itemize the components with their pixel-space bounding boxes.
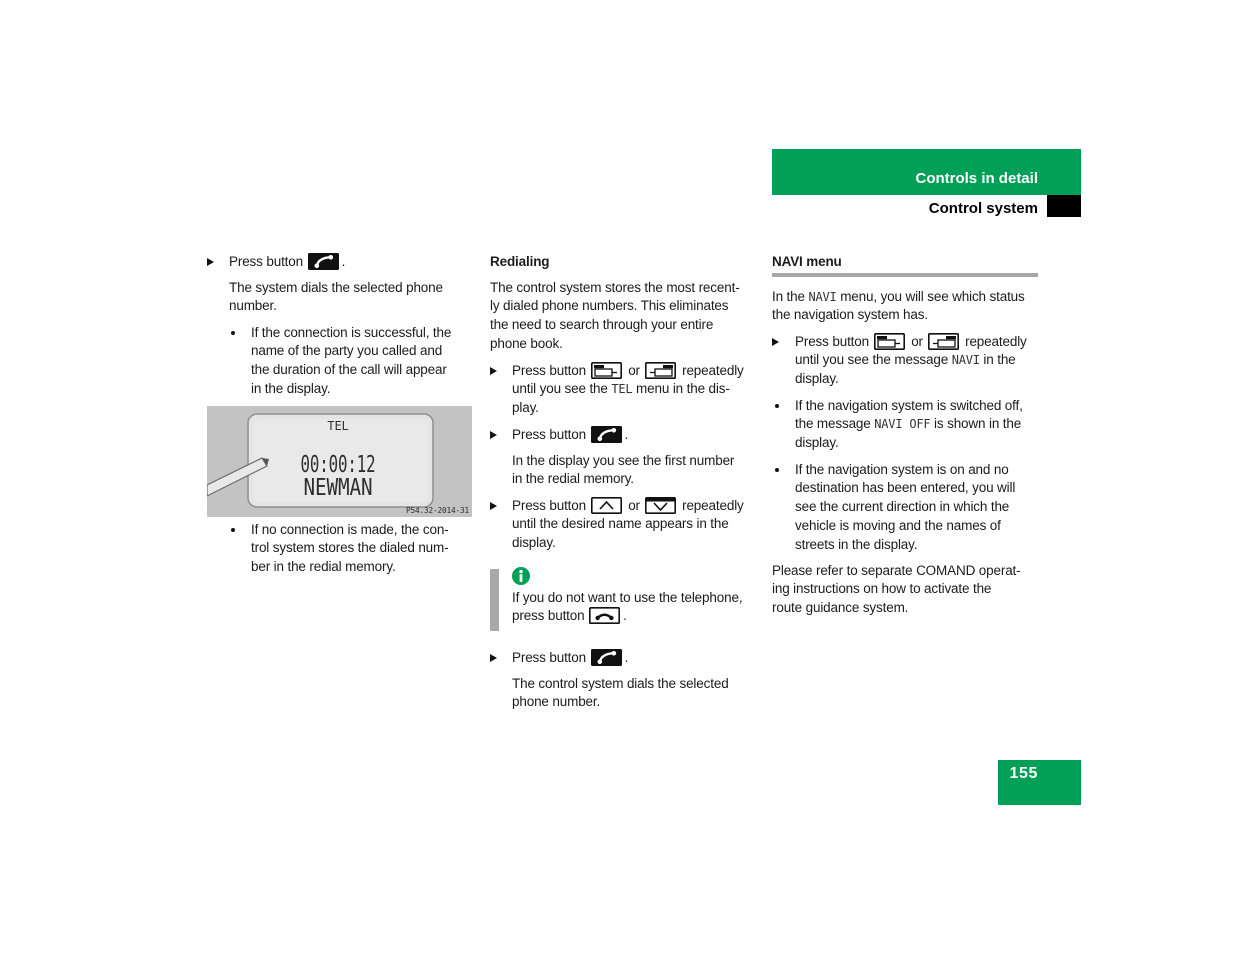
phone-pickup-icon xyxy=(591,649,622,666)
text-line: ly dialed phone numbers. This eliminates xyxy=(490,298,729,314)
section-marker xyxy=(1047,195,1081,217)
text-line: The control system stores the most recent- xyxy=(490,279,740,295)
step-text: or xyxy=(907,333,927,349)
step-press-call-button xyxy=(512,649,628,668)
info-note-text xyxy=(512,589,742,627)
display-message-code: TEL xyxy=(611,382,633,397)
step-text: Press button xyxy=(795,333,873,349)
scroll-down-icon xyxy=(645,497,676,514)
heading-rule xyxy=(772,273,1038,277)
redialing-intro xyxy=(490,279,740,354)
text-line: phone book. xyxy=(490,335,563,351)
text-line: trol system stores the dialed num- xyxy=(251,540,449,556)
menu-right-icon xyxy=(928,333,959,350)
text-line xyxy=(795,333,1027,352)
text-line: destination has been entered, you will xyxy=(795,480,1016,496)
phone-hangup-icon xyxy=(589,607,620,624)
text-line: If no connection is made, the con- xyxy=(251,521,449,537)
redial-display-paragraph xyxy=(512,452,734,490)
text-line: ber in the redial memory. xyxy=(251,559,396,575)
scroll-up-icon xyxy=(591,497,622,514)
section-heading-redialing xyxy=(490,253,549,272)
text-line: number. xyxy=(229,298,277,314)
step-text: menu in the dis- xyxy=(632,381,730,397)
intro-text: menu, you will see which status xyxy=(836,288,1025,304)
navi-intro xyxy=(772,288,1025,326)
text-line: vehicle is moving and the names of xyxy=(795,517,1001,533)
text-line xyxy=(512,426,628,445)
step-arrow-icon xyxy=(207,258,214,266)
text-line: display. xyxy=(795,435,839,451)
step-text: or xyxy=(624,362,644,378)
text-line: play. xyxy=(512,400,539,416)
text-line: If the connection is successful, the xyxy=(251,324,452,340)
display-illustration xyxy=(207,406,472,517)
chapter-title: Controls in detail xyxy=(915,170,1038,187)
step-text: repeatedly xyxy=(678,362,744,378)
text-line xyxy=(772,288,1025,307)
step-open-navi-menu xyxy=(795,333,1027,389)
bullet-connection-success xyxy=(251,324,451,399)
text-line: If the navigation system is switched off, xyxy=(795,397,1023,413)
step-text: . xyxy=(624,426,629,442)
text-line: If the navigation system is on and no xyxy=(795,461,1009,477)
step-text: in the xyxy=(979,352,1016,368)
step-arrow-icon xyxy=(490,654,497,662)
step-text: Press button xyxy=(512,497,590,513)
display-message-code: NAVI xyxy=(951,353,980,368)
bullet-dot xyxy=(775,404,779,408)
text-line: If you do not want to use the telephone, xyxy=(512,589,743,605)
intro-text: In the xyxy=(772,288,809,304)
text-line: in the display. xyxy=(251,380,331,396)
text-line: In the display you see the first number xyxy=(512,452,735,468)
step-text: Press button xyxy=(512,649,590,665)
text-line: Please refer to separate COMAND operat- xyxy=(772,562,1021,578)
step-text: . xyxy=(341,253,346,269)
step-open-tel-menu xyxy=(512,362,744,418)
phone-pickup-icon xyxy=(308,253,339,270)
bullet-navi-on xyxy=(795,461,1015,555)
text-line: display. xyxy=(512,535,556,551)
step-arrow-icon xyxy=(490,367,497,375)
bullet-dot xyxy=(231,331,235,335)
section-heading-navi-menu xyxy=(772,253,842,272)
bullet-no-connection xyxy=(251,521,449,577)
note-text: . xyxy=(623,608,627,624)
step-scroll-names xyxy=(512,497,744,553)
step-press-call-button xyxy=(229,253,345,272)
info-note-bar xyxy=(490,569,499,631)
step-text: Press button xyxy=(512,426,590,442)
text-line: ing instructions on how to activate the xyxy=(772,581,992,597)
text-line: until the desired name appears in the xyxy=(512,516,729,532)
text-line: display. xyxy=(795,371,839,387)
text-line: the duration of the call will appear xyxy=(251,362,447,378)
heading-text: NAVI menu xyxy=(772,253,842,269)
text-line xyxy=(229,253,345,272)
text-line: streets in the display. xyxy=(795,536,918,552)
info-icon xyxy=(512,567,530,585)
text-line: phone number. xyxy=(512,694,601,710)
step-text: repeatedly xyxy=(678,497,744,513)
call-result-paragraph xyxy=(229,279,443,317)
step-text: Press button xyxy=(229,253,307,269)
display-contact-name: NEWMAN xyxy=(303,475,373,501)
text-line: see the current direction in which the xyxy=(795,499,1010,515)
figure-reference-code: P54.32-2014-31 xyxy=(406,506,470,515)
menu-left-icon xyxy=(874,333,905,350)
text-line xyxy=(795,415,1023,434)
text-line: the navigation system has. xyxy=(772,307,928,323)
text-line xyxy=(512,607,742,626)
text-line xyxy=(512,362,744,381)
bullet-text: is shown in the xyxy=(930,416,1022,432)
bullet-navi-off xyxy=(795,397,1023,453)
display-figure xyxy=(207,406,472,517)
step-text: until you see the message xyxy=(795,352,952,368)
display-call-timer: 00:00:12 xyxy=(300,452,376,478)
menu-right-icon xyxy=(645,362,676,379)
text-line xyxy=(512,649,628,668)
bullet-text: the message xyxy=(795,416,875,432)
navi-outro xyxy=(772,562,1021,618)
heading-text: Redialing xyxy=(490,253,550,269)
bullet-dot xyxy=(775,468,779,472)
menu-left-icon xyxy=(591,362,622,379)
display-message-code: NAVI OFF xyxy=(874,417,931,432)
section-title: Control system xyxy=(928,200,1038,217)
step-text: Press button xyxy=(512,362,590,378)
text-line: in the redial memory. xyxy=(512,471,634,487)
display-message-code: NAVI xyxy=(808,289,837,304)
dial-result-paragraph xyxy=(512,675,729,713)
phone-pickup-icon xyxy=(591,426,622,443)
text-line xyxy=(512,497,744,516)
step-text: . xyxy=(624,649,629,665)
step-text: until you see the xyxy=(512,381,612,397)
step-text: repeatedly xyxy=(961,333,1027,349)
text-line: route guidance system. xyxy=(772,600,909,616)
text-line: The system dials the selected phone xyxy=(229,279,443,295)
step-arrow-icon xyxy=(490,502,497,510)
text-line: name of the party you called and xyxy=(251,343,443,359)
step-press-call-button xyxy=(512,426,628,445)
display-menu-label: TEL xyxy=(327,419,349,433)
note-text: press button xyxy=(512,608,589,624)
step-arrow-icon xyxy=(490,431,497,439)
text-line xyxy=(795,351,1027,370)
text-line: the need to search through your entire xyxy=(490,317,714,333)
step-text: or xyxy=(624,497,644,513)
text-line: The control system dials the selected xyxy=(512,675,729,691)
text-line xyxy=(512,380,744,399)
step-arrow-icon xyxy=(772,338,779,346)
bullet-dot xyxy=(231,528,235,532)
page-number: 155 xyxy=(1009,765,1038,782)
